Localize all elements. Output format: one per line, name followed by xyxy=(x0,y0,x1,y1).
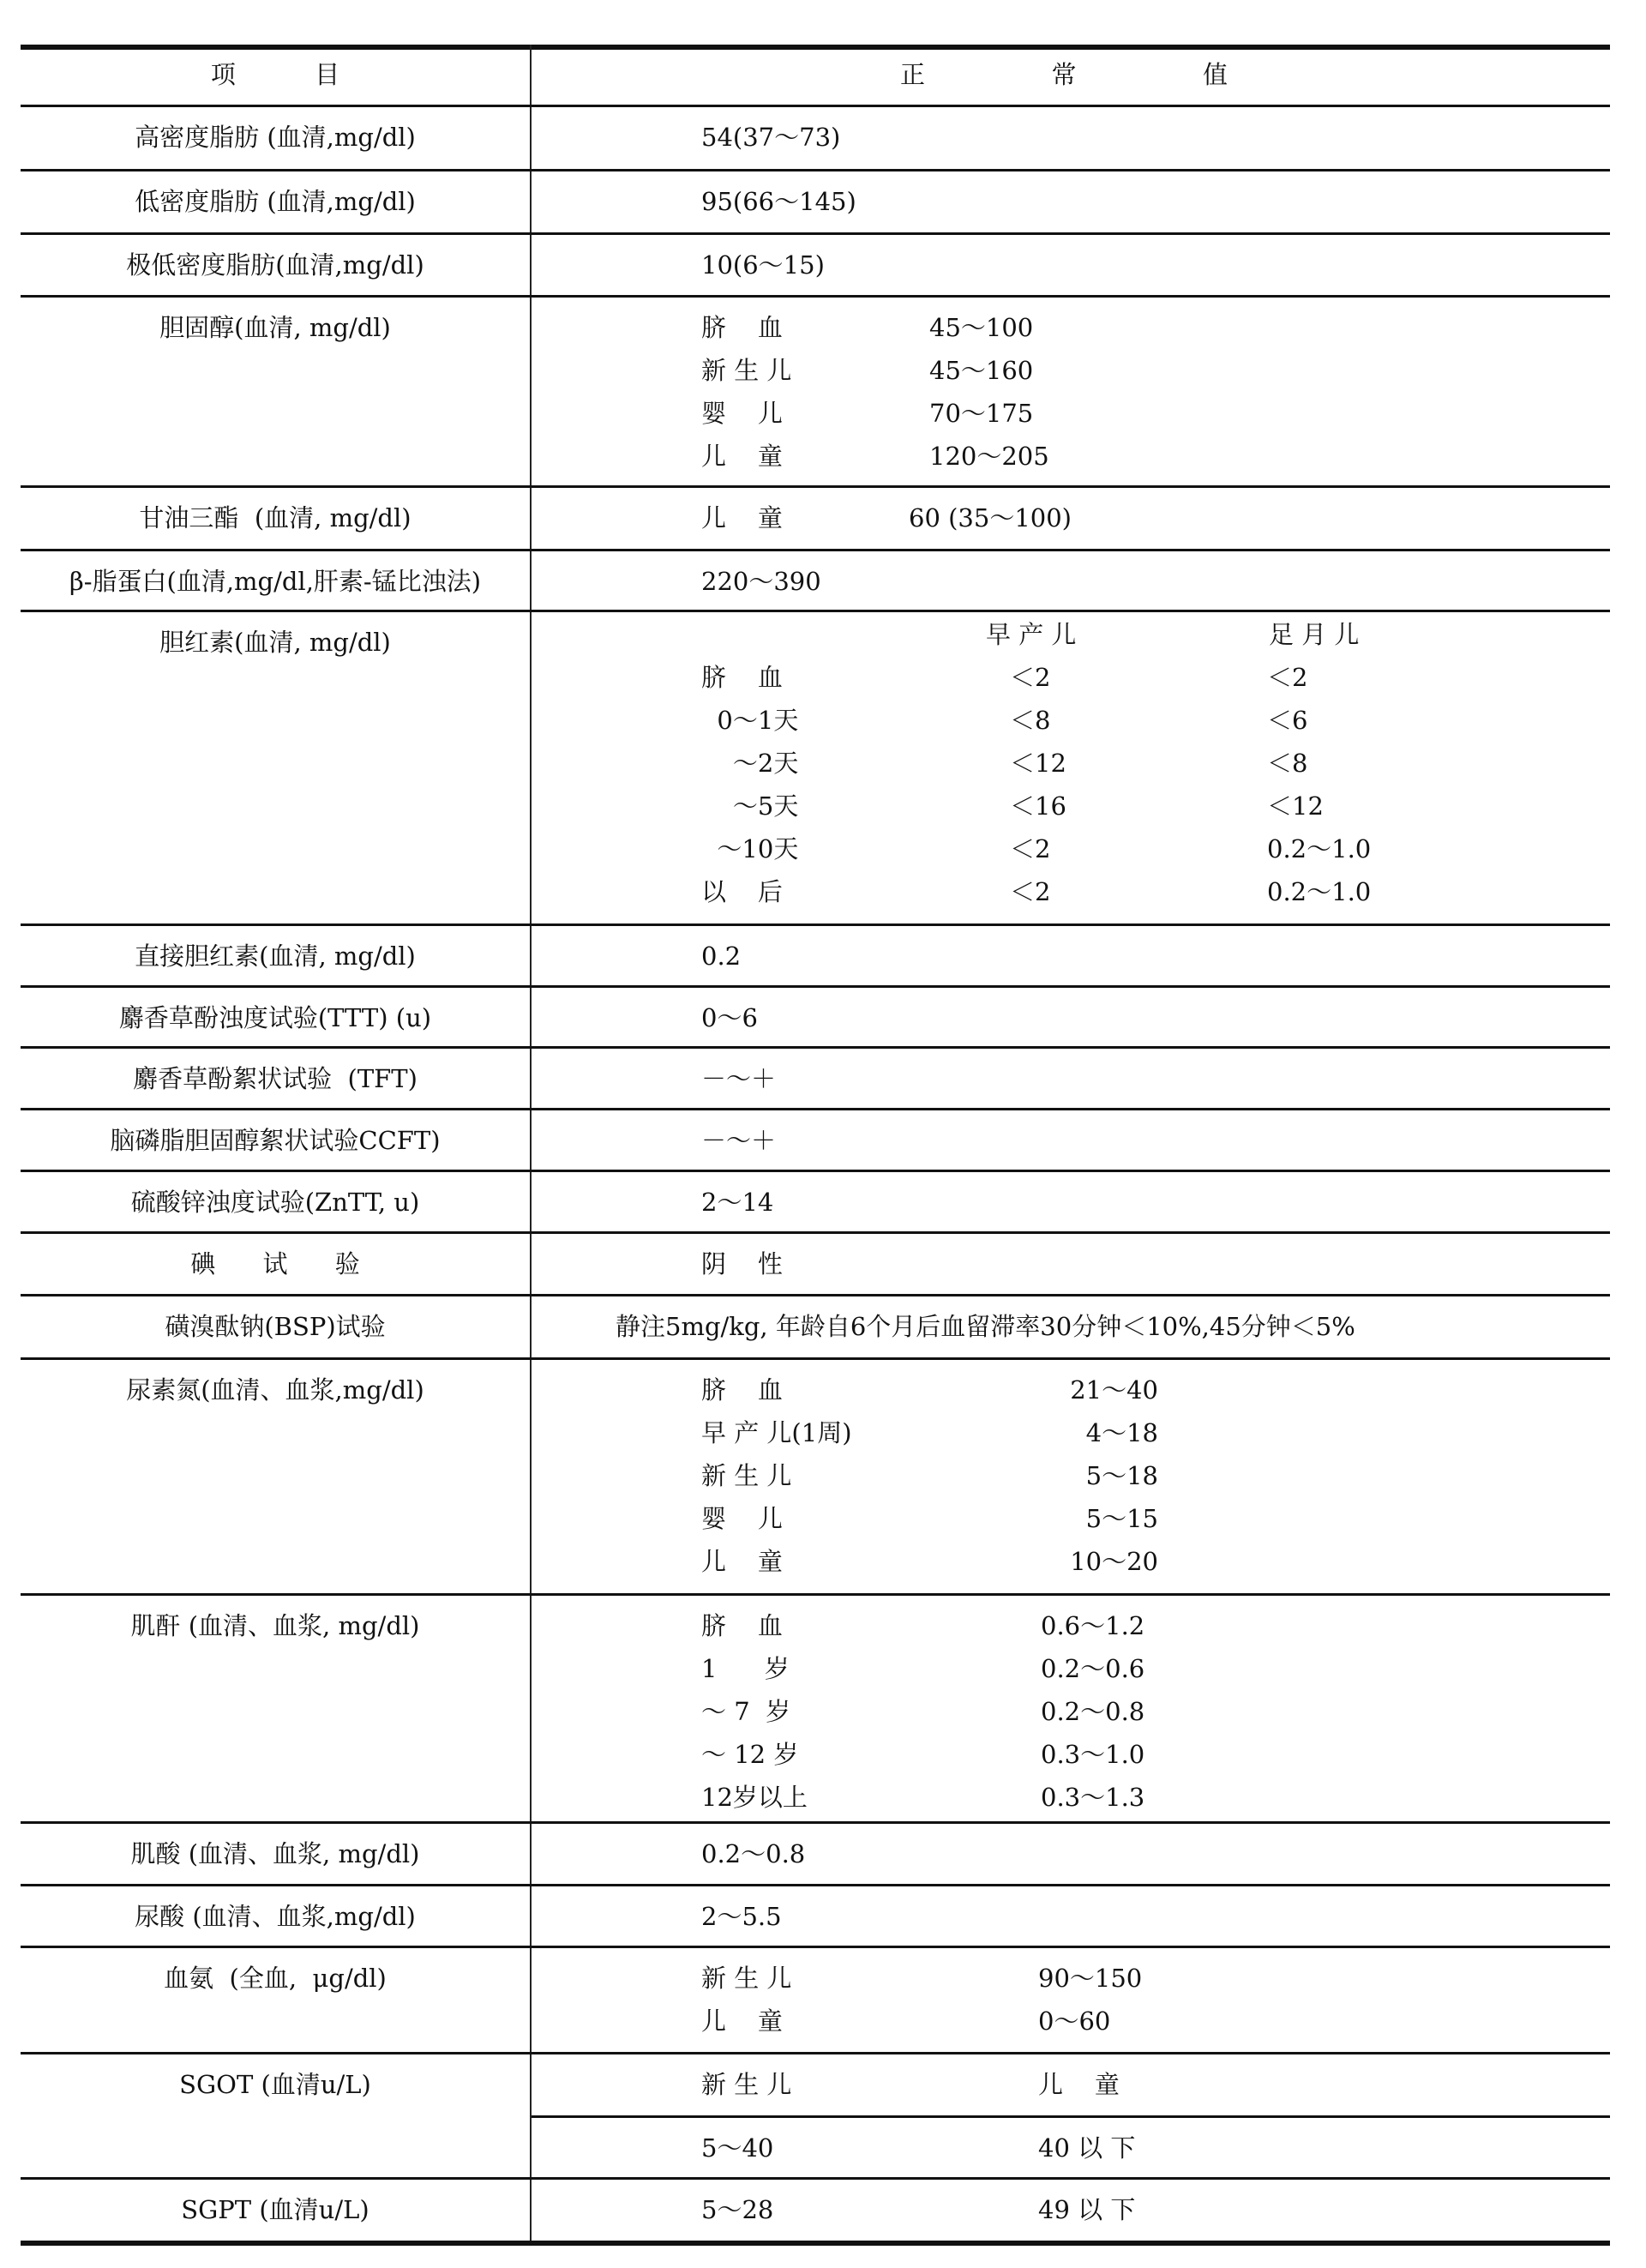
row-rule xyxy=(21,295,1610,298)
term-value: ＜6 xyxy=(1267,706,1308,735)
item-label: 尿素氮(血清、血浆,mg/dl) xyxy=(126,1375,424,1405)
item-label: 磺溴酞钠(BSP)试验 xyxy=(165,1312,386,1341)
row-rule xyxy=(21,610,1610,612)
row-rule xyxy=(21,169,1610,171)
preterm-value: ＜8 xyxy=(1010,706,1051,735)
preterm-value: ＜16 xyxy=(1010,791,1066,821)
row-rule xyxy=(21,1108,1610,1110)
group-value: 70～175 xyxy=(929,399,1034,428)
group-value: 45～160 xyxy=(929,356,1034,385)
group-value: 0.6～1.2 xyxy=(1041,1611,1145,1640)
item-value: 0.2 xyxy=(701,941,742,971)
group-label: 儿 童 xyxy=(701,503,783,532)
subrow-rule xyxy=(532,2115,1610,2118)
item-label: 直接胆红素(血清, mg/dl) xyxy=(135,941,416,971)
item-value: 2～5.5 xyxy=(701,1902,782,1931)
group-label: 脐 血 xyxy=(701,1611,783,1640)
row-rule xyxy=(21,1884,1610,1886)
row-rule xyxy=(21,1357,1610,1360)
column-header: 早 产 儿 xyxy=(986,620,1077,649)
row-rule xyxy=(21,1170,1610,1172)
group-value: 0.2～0.6 xyxy=(1041,1654,1145,1683)
item-label: 肌酐 (血清、血浆, mg/dl) xyxy=(130,1611,420,1640)
row-rule xyxy=(21,1593,1610,1596)
group-value: 4～18 xyxy=(1085,1418,1158,1447)
group-value: 0.3～1.0 xyxy=(1041,1740,1145,1769)
group-label: 5～28 xyxy=(701,2195,774,2224)
group-label: 12岁以上 xyxy=(701,1783,808,1812)
column-divider xyxy=(530,45,532,2241)
item-label: SGPT (血清u/L) xyxy=(181,2195,369,2224)
group-label: 脐 血 xyxy=(701,1375,783,1405)
group-label: 婴 儿 xyxy=(701,1504,783,1533)
group-value: 45～100 xyxy=(929,313,1034,342)
group-label: 新 生 儿 xyxy=(701,356,792,385)
row-rule xyxy=(21,923,1610,926)
item-value: 54(37～73) xyxy=(701,123,841,152)
group-value: 90～150 xyxy=(1038,1964,1143,1993)
row-rule xyxy=(21,985,1610,988)
group-label: ～ 7 岁 xyxy=(701,1697,791,1726)
item-value: 95(66～145) xyxy=(701,187,856,216)
term-value: ＜2 xyxy=(1267,663,1308,692)
group-value: 0.2～0.8 xyxy=(1041,1697,1145,1726)
group-label: 1 岁 xyxy=(701,1654,790,1683)
group-value: 10～20 xyxy=(1070,1547,1158,1576)
row-rule xyxy=(21,1046,1610,1049)
item-label: 低密度脂肪 (血清,mg/dl) xyxy=(135,187,416,216)
group-value: 5～18 xyxy=(1085,1461,1158,1490)
age-label: ～10天 xyxy=(701,834,799,863)
term-value: 0.2～1.0 xyxy=(1267,877,1372,906)
subrow-col2: 儿 童 xyxy=(1038,2070,1120,2099)
preterm-value: ＜2 xyxy=(1010,877,1051,906)
row-rule xyxy=(21,549,1610,551)
header-value: 正 常 值 xyxy=(900,60,1228,89)
item-value: 2～14 xyxy=(701,1188,774,1217)
row-rule xyxy=(21,1946,1610,1948)
item-label: 麝香草酚絮状试验 (TFT) xyxy=(133,1064,418,1093)
row-rule xyxy=(21,2052,1610,2054)
age-label: 脐 血 xyxy=(701,663,783,692)
group-label: 新 生 儿 xyxy=(701,1461,792,1490)
group-value: 120～205 xyxy=(929,442,1049,471)
row-rule xyxy=(21,485,1610,488)
group-value: 5～15 xyxy=(1085,1504,1158,1533)
group-value: 0～60 xyxy=(1038,2006,1111,2036)
age-label: ～2天 xyxy=(701,749,799,778)
preterm-value: ＜2 xyxy=(1010,834,1051,863)
row-rule xyxy=(21,105,1610,107)
group-label: 儿 童 xyxy=(701,442,783,471)
age-label: 以 后 xyxy=(701,877,783,906)
row-rule xyxy=(21,1231,1610,1234)
subrow-col1: 新 生 儿 xyxy=(701,2070,792,2099)
row-rule xyxy=(21,1821,1610,1824)
header-item: 项 目 xyxy=(210,60,340,89)
group-label: 早 产 儿(1周) xyxy=(701,1418,852,1447)
table-top-rule xyxy=(21,45,1610,50)
item-label: β-脂蛋白(血清,mg/dl,肝素-锰比浊法) xyxy=(69,567,482,596)
item-value: －～＋ xyxy=(701,1126,777,1155)
group-label: ～ 12 岁 xyxy=(701,1740,799,1769)
age-label: ～5天 xyxy=(701,791,799,821)
item-value: 220～390 xyxy=(701,567,821,596)
group-label: 儿 童 xyxy=(701,1547,783,1576)
item-value: －～＋ xyxy=(701,1064,777,1093)
age-label: 0～1天 xyxy=(701,706,799,735)
subrow-col2: 40 以 下 xyxy=(1038,2133,1136,2163)
subrow-col1: 5～40 xyxy=(701,2133,774,2163)
group-value: 49 以 下 xyxy=(1038,2195,1136,2224)
item-value: 0.2～0.8 xyxy=(701,1839,806,1868)
item-label: SGOT (血清u/L) xyxy=(179,2070,371,2099)
item-value: 阴 性 xyxy=(701,1249,783,1278)
item-label: 极低密度脂肪(血清,mg/dl) xyxy=(126,250,424,280)
column-header: 足 月 儿 xyxy=(1269,620,1360,649)
item-label: 脑磷脂胆固醇絮状试验CCFT) xyxy=(110,1126,441,1155)
group-label: 脐 血 xyxy=(701,313,783,342)
item-label: 碘 试 验 xyxy=(190,1249,360,1278)
group-value: 0.3～1.3 xyxy=(1041,1783,1145,1812)
item-label: 甘油三酯 (血清, mg/dl) xyxy=(139,503,412,532)
term-value: 0.2～1.0 xyxy=(1267,834,1372,863)
table-bottom-rule xyxy=(21,2241,1610,2246)
term-value: ＜8 xyxy=(1267,749,1308,778)
preterm-value: ＜2 xyxy=(1010,663,1051,692)
group-value: 21～40 xyxy=(1070,1375,1158,1405)
item-label: 硫酸锌浊度试验(ZnTT, u) xyxy=(130,1188,420,1217)
row-rule xyxy=(21,232,1610,235)
item-label: 麝香草酚浊度试验(TTT) (u) xyxy=(118,1003,432,1032)
row-rule xyxy=(21,2177,1610,2180)
item-label: 肌酸 (血清、血浆, mg/dl) xyxy=(130,1839,420,1868)
group-label: 婴 儿 xyxy=(701,399,783,428)
item-label: 尿酸 (血清、血浆,mg/dl) xyxy=(135,1902,416,1931)
item-value: 0～6 xyxy=(701,1003,758,1032)
item-value: 10(6～15) xyxy=(701,250,825,280)
group-label: 新 生 儿 xyxy=(701,1964,792,1993)
preterm-value: ＜12 xyxy=(1010,749,1066,778)
item-label: 高密度脂肪 (血清,mg/dl) xyxy=(135,123,416,152)
row-rule xyxy=(21,1294,1610,1296)
group-value: 60 (35～100) xyxy=(909,503,1072,532)
item-label: 血氨 (全血, μg/dl) xyxy=(164,1964,387,1993)
term-value: ＜12 xyxy=(1267,791,1324,821)
item-value: 静注5mg/kg, 年龄自6个月后血留滞率30分钟＜10%,45分钟＜5% xyxy=(616,1312,1355,1341)
group-label: 儿 童 xyxy=(701,2006,783,2036)
item-label: 胆固醇(血清, mg/dl) xyxy=(159,313,391,342)
item-label: 胆红素(血清, mg/dl) xyxy=(159,628,391,657)
